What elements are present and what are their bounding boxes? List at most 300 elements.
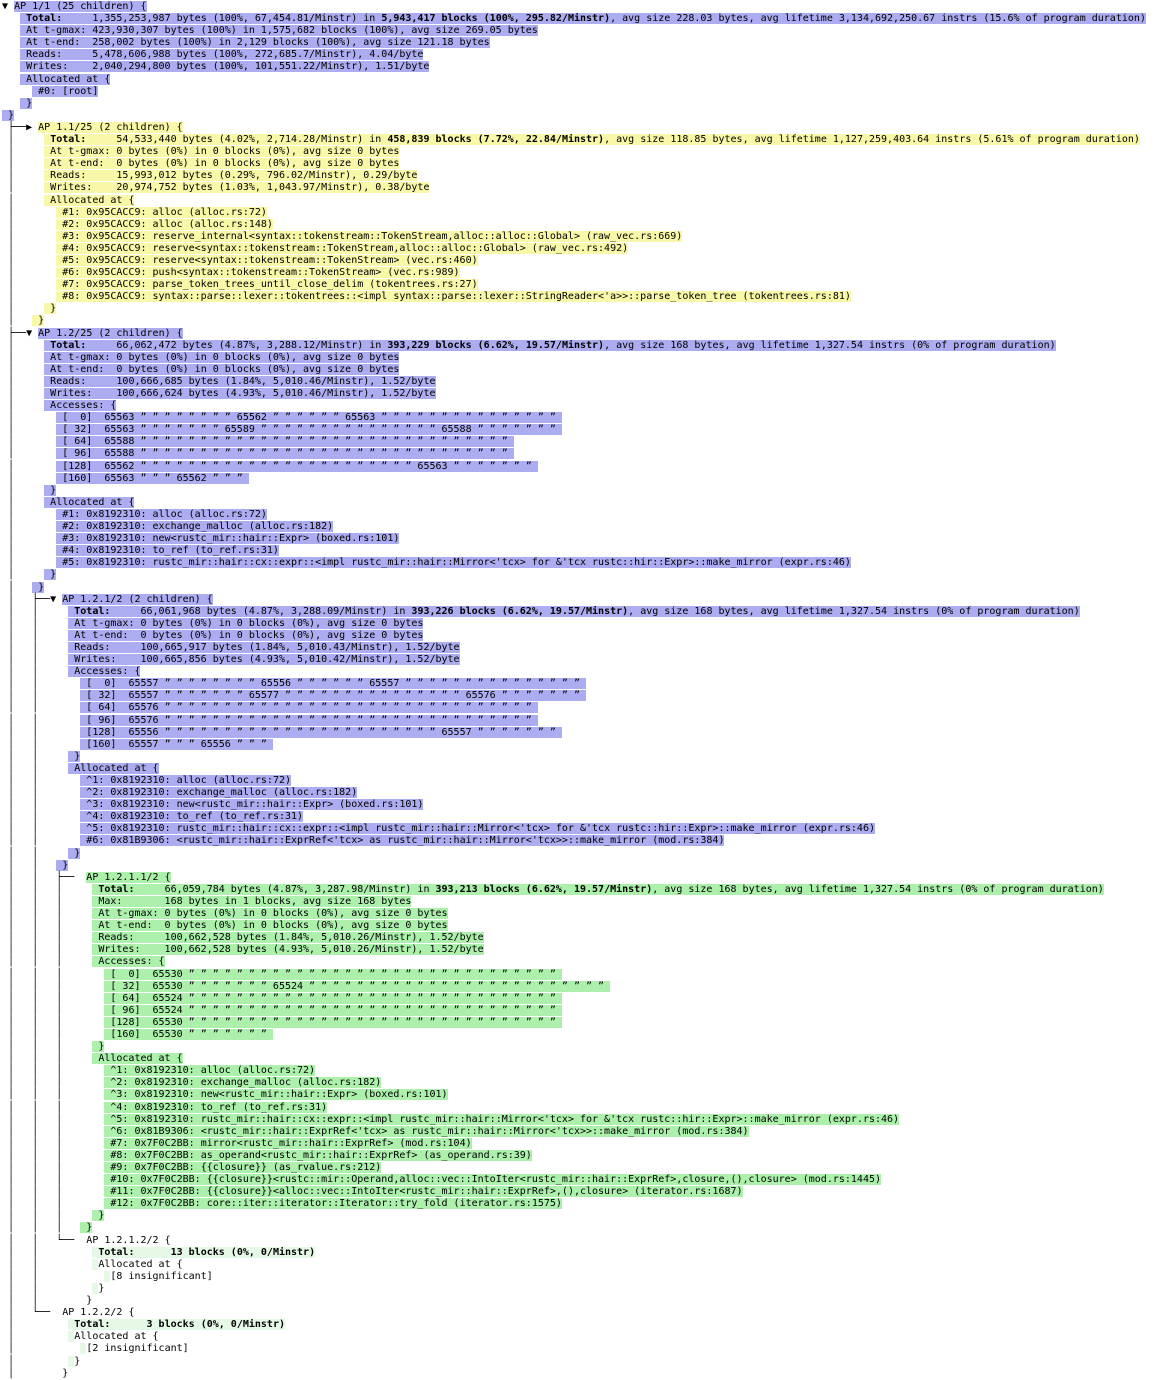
tree-line	[2, 315, 1175, 327]
tree-line	[2, 582, 1175, 594]
tree-guide	[2, 25, 20, 36]
tree-guide: │	[2, 339, 45, 351]
tree-line	[2, 920, 1175, 932]
plain-text: AP 1.2.2/2 {	[62, 1307, 135, 1319]
tree-line	[2, 1041, 1175, 1053]
tree-guide: ├──	[2, 121, 27, 133]
highlighted-text: Max: 168 bytes in 1 blocks, avg size 168 bytes	[92, 895, 412, 907]
tree-line	[2, 823, 1175, 835]
tree-guide: │ │ │	[2, 1004, 105, 1016]
highlighted-text: Total: 66,059,784 bytes (4.87%, 3,287.98/Minstr) in 393,213 blocks (6.62%, 19.57/Minstr), avg size 168 bytes, avg lifetime 1,327.54 instrs (0% of program duration)	[92, 884, 1103, 895]
highlighted-text: [128] 65530 ” ” ” ” ” ” ” ” ” ” ” ” ” ” ” ” ” ” ” ” ” ” ” ” ” ” ” ” ” ” ”	[104, 1016, 562, 1028]
tree-guide: │ │ │	[2, 1162, 105, 1173]
highlighted-text: #6: 0x95CACC9: push<syntax::tokenstream::TokenStream> (vec.rs:989)	[56, 267, 460, 279]
tree-guide: │	[2, 375, 45, 387]
highlighted-text: At t-gmax: 423,930,307 bytes (100%) in 1,575,682 blocks (100%), avg size 269.05 bytes	[20, 25, 538, 37]
highlighted-text: [ 0] 65563 ” ” ” ” ” ” ” ” 65562 ” ” ” ” ” ” 65563 ” ” ” ” ” ” ” ” ” ” ” ” ” ” ”	[56, 412, 562, 424]
ap-node-header-1-2[interactable]	[2, 328, 1175, 340]
tree-line	[2, 1368, 1175, 1380]
highlighted-text: }	[68, 847, 81, 859]
tree-line	[2, 1029, 1175, 1041]
tree-guide: │	[2, 182, 45, 194]
highlighted-text: At t-gmax: 0 bytes (0%) in 0 blocks (0%), avg size 0 bytes	[44, 351, 400, 363]
ap-node-header-1-2-1-2[interactable]	[2, 1235, 1175, 1247]
tree-line	[2, 860, 1175, 872]
highlighted-text: [ 96] 65588 ” ” ” ” ” ” ” ” ” ” ” ” ” ” ” ” ” ” ” ” ” ” ” ” ” ” ” ” ” ” ”	[56, 448, 514, 460]
tree-guide: │ │ │	[2, 895, 93, 907]
tree-guide	[2, 13, 20, 24]
tree-line	[2, 1343, 1175, 1355]
tree-line	[2, 1295, 1175, 1307]
highlighted-text: Allocated at {	[20, 73, 111, 85]
tree-guide: │ │	[2, 617, 69, 629]
tree-line	[2, 569, 1175, 581]
tree-guide	[2, 37, 20, 48]
tree-guide	[2, 98, 20, 109]
highlighted-text: #11: 0x7F0C2BB: {{closure}}<alloc::vec::IntoIter<rustc_mir::hair::ExprRef>,(),closure> (iterator.rs:1687)	[104, 1186, 743, 1198]
tree-line	[2, 908, 1175, 920]
highlighted-text: }	[92, 1041, 105, 1053]
tree-guide: │ │ │	[2, 1149, 105, 1161]
highlighted-text: [ 32] 65530 ” ” ” ” ” ” ” 65524 ” ” ” ” ” ” ” ” ” ” ” ” ” ” ” ” ” ” ” ” ” ” ” ” ”	[104, 980, 611, 992]
tree-guide: │ │ │	[2, 883, 93, 895]
highlighted-text: Total: 54,533,440 bytes (4.02%, 2,714.28/Minstr) in 458,839 blocks (7.72%, 22.84/Minstr), avg size 118.85 bytes, avg lifetime 1,127,259,403.64 instrs (5.61% of program duration)	[44, 134, 1140, 145]
tree-guide: │ │	[2, 1246, 93, 1258]
tree-guide: │ │ │	[2, 1077, 105, 1089]
highlighted-text: Total: 13 blocks (0%, 0/Minstr)	[92, 1247, 315, 1258]
tree-guide: │ │ │	[2, 944, 93, 956]
tree-line	[2, 981, 1175, 993]
plain-text: }	[98, 1282, 105, 1294]
tree-guide: │	[2, 388, 45, 399]
tree-guide: │	[2, 412, 57, 424]
tree-line	[2, 727, 1175, 739]
tree-guide: │ │ └──	[2, 1234, 87, 1246]
highlighted-text: #12: 0x7F0C2BB: core::iter::iterator::Iterator::try_fold (iterator.rs:1575)	[104, 1198, 562, 1210]
collapse-node-icon[interactable]: ▼	[2, 1, 9, 12]
highlighted-text: At t-end: 0 bytes (0%) in 0 blocks (0%), avg size 0 bytes	[92, 920, 448, 932]
highlighted-text: Total: 1,355,253,987 bytes (100%, 67,454.81/Minstr) in 5,943,417 blocks (100%, 295.82/Minstr), avg size 228.03 bytes, avg lifetime 3,134,692,250.67 instrs (15.6% of program duration)	[20, 13, 1146, 24]
highlighted-text: At t-gmax: 0 bytes (0%) in 0 blocks (0%), avg size 0 bytes	[44, 146, 400, 158]
tree-guide: │	[2, 146, 45, 158]
tree-line	[2, 969, 1175, 981]
highlighted-text: #6: 0x81B9306: <rustc_mir::hair::ExprRef<'tcx> as rustc_mir::hair::Mirror<'tcx>>::make_mirror (mod.rs:384)	[80, 835, 725, 847]
tree-line	[2, 37, 1175, 49]
plain-text: }	[74, 1355, 81, 1367]
highlighted-text: ^2: 0x8192310: exchange_malloc (alloc.rs:182)	[80, 787, 358, 799]
highlighted-text: }	[2, 109, 15, 121]
highlighted-text: At t-gmax: 0 bytes (0%) in 0 blocks (0%), avg size 0 bytes	[68, 617, 424, 629]
tree-line	[2, 509, 1175, 521]
tree-guide: │	[2, 400, 45, 412]
tree-guide: │	[2, 581, 33, 593]
highlighted-text: }	[44, 484, 57, 496]
tree-guide: │ │	[2, 1295, 87, 1307]
tree-line	[2, 424, 1175, 436]
ap-node-header-1-1[interactable]	[2, 122, 1175, 134]
tree-line	[2, 195, 1175, 207]
tree-guide: │ │	[2, 690, 81, 702]
tree-line	[2, 545, 1175, 557]
tree-line	[2, 956, 1175, 968]
tree-line	[2, 1114, 1175, 1126]
tree-line	[2, 739, 1175, 751]
tree-line	[2, 485, 1175, 497]
tree-line	[2, 848, 1175, 860]
highlighted-text: }	[20, 97, 33, 109]
tree-line	[2, 219, 1175, 231]
ap-node-header-1-2-2[interactable]	[2, 1307, 1175, 1319]
highlighted-text: }	[44, 569, 57, 581]
tree-guide: │ │	[2, 678, 81, 690]
tree-guide: │ │ │	[2, 1186, 105, 1198]
highlighted-text: }	[92, 1210, 105, 1222]
tree-guide: │ │	[2, 1258, 93, 1270]
tree-line	[2, 243, 1175, 255]
tree-line	[2, 642, 1175, 654]
tree-guide: │ │	[2, 835, 81, 847]
tree-line	[2, 1053, 1175, 1065]
tree-line	[2, 1005, 1175, 1017]
plain-text: [8 insignificant]	[110, 1270, 213, 1282]
highlighted-text: At t-gmax: 0 bytes (0%) in 0 blocks (0%), avg size 0 bytes	[92, 908, 448, 920]
highlighted-text: }	[56, 859, 69, 871]
tree-line	[2, 461, 1175, 473]
tree-line	[2, 1271, 1175, 1283]
expand-node-icon[interactable]: ▶	[26, 121, 33, 133]
tree-line	[2, 412, 1175, 424]
collapse-node-icon[interactable]: ▼	[26, 327, 33, 339]
tree-guide: │ │	[2, 726, 81, 738]
tree-guide: │ │ │	[2, 1125, 105, 1137]
highlighted-text: Reads: 100,666,685 bytes (1.84%, 5,010.46/Minstr), 1.52/byte	[44, 375, 436, 387]
tree-line	[2, 751, 1175, 763]
tree-guide: │	[2, 472, 57, 484]
tree-guide: │ │	[2, 702, 81, 714]
tree-line	[2, 896, 1175, 908]
tree-line	[2, 666, 1175, 678]
tree-guide: │	[2, 351, 45, 363]
tree-line	[2, 1319, 1175, 1331]
highlighted-text: [ 96] 65576 ” ” ” ” ” ” ” ” ” ” ” ” ” ” ” ” ” ” ” ” ” ” ” ” ” ” ” ” ” ” ”	[80, 714, 538, 726]
highlighted-text: Writes: 20,974,752 bytes (1.03%, 1,043.97/Minstr), 0.38/byte	[44, 182, 430, 194]
tree-guide: │ │	[2, 847, 69, 859]
highlighted-text: [128] 65556 ” ” ” ” ” ” ” ” ” ” ” ” ” ” ” ” ” ” ” ” ” ” ” 65557 ” ” ” ” ” ” ”	[80, 726, 562, 738]
tree-line	[2, 606, 1175, 618]
highlighted-text: Accesses: {	[44, 400, 117, 412]
tree-guide: │ │	[2, 666, 69, 678]
tree-line	[2, 932, 1175, 944]
tree-guide: │	[2, 1367, 63, 1379]
highlighted-text: #0: [root]	[32, 85, 99, 97]
tree-guide: │ │	[2, 750, 69, 762]
tree-line	[2, 158, 1175, 170]
highlighted-text: [160] 65563 ” ” ” 65562 ” ” ”	[56, 472, 249, 484]
highlighted-text: [ 32] 65557 ” ” ” ” ” ” ” 65577 ” ” ” ” ” ” ” ” ” ” ” ” ” ” ” 65576 ” ” ” ” ” ” ”	[80, 690, 587, 702]
tree-line	[2, 715, 1175, 727]
tree-line	[2, 690, 1175, 702]
highlighted-text: Accesses: {	[92, 956, 165, 968]
tree-line	[2, 146, 1175, 158]
highlighted-text: #8: 0x7F0C2BB: as_operand<rustc_mir::hair::ExprRef> (as_operand.rs:39)	[104, 1149, 532, 1161]
plain-text: }	[86, 1295, 93, 1307]
tree-guide: │	[2, 424, 57, 436]
tree-line	[2, 1102, 1175, 1114]
highlighted-text: ^5: 0x8192310: rustc_mir::hair::cx::expr::<impl rustc_mir::hair::Mirror<'tcx> for &'tcx rustc::hir::Expr>::make_mirror (expr.rs:46)	[80, 823, 875, 835]
tree-line	[2, 944, 1175, 956]
plain-text: [2 insignificant]	[86, 1343, 189, 1355]
tree-line	[2, 1222, 1175, 1234]
highlighted-text: AP 1.2.1/2 (2 children) {	[62, 593, 213, 605]
tree-guide: │	[2, 1319, 69, 1331]
tree-guide: │ │	[2, 859, 57, 871]
highlighted-text: Allocated at {	[44, 194, 135, 206]
highlighted-text: [128] 65562 ” ” ” ” ” ” ” ” ” ” ” ” ” ” ” ” ” ” ” ” ” ” ” 65563 ” ” ” ” ” ” ”	[56, 460, 538, 472]
tree-guide: │	[2, 218, 57, 230]
tree-guide: │ │	[2, 629, 69, 641]
tree-guide: │	[2, 267, 57, 279]
tree-guide: │ │	[2, 799, 81, 811]
tree-line	[2, 1089, 1175, 1101]
tree-line	[2, 255, 1175, 267]
highlighted-text: [ 64] 65576 ” ” ” ” ” ” ” ” ” ” ” ” ” ” ” ” ” ” ” ” ” ” ” ” ” ” ” ” ” ” ”	[80, 702, 538, 714]
tree-guide: │	[2, 496, 45, 508]
highlighted-text: [ 0] 65530 ” ” ” ” ” ” ” ” ” ” ” ” ” ” ” ” ” ” ” ” ” ” ” ” ” ” ” ” ” ” ”	[104, 968, 562, 980]
tree-line	[2, 763, 1175, 775]
tree-guide: │	[2, 436, 57, 448]
highlighted-text: #10: 0x7F0C2BB: {{closure}}<rustc::mir::Operand,alloc::vec::IntoIter<rustc_mir::hair::ExprRef>,closure,(),closure> (mod.rs:1445)	[104, 1174, 882, 1186]
tree-line	[2, 49, 1175, 61]
tree-line	[2, 678, 1175, 690]
highlighted-text: #5: 0x8192310: rustc_mir::hair::cx::expr::<impl rustc_mir::hair::Mirror<'tcx> for &'tcx rustc::hir::Expr>::make_mirror (expr.rs:46)	[56, 557, 851, 569]
highlighted-text: Allocated at {	[44, 496, 135, 508]
highlighted-text: AP 1/1 (25 children) {	[14, 1, 147, 12]
tree-line	[2, 1247, 1175, 1259]
ap-node-header-1-2-1[interactable]	[2, 594, 1175, 606]
tree-line	[2, 1356, 1175, 1368]
highlighted-text: Reads: 100,665,917 bytes (1.84%, 5,010.43/Minstr), 1.52/byte	[68, 641, 460, 653]
highlighted-text: Total: 3 blocks (0%, 0/Minstr)	[68, 1319, 285, 1330]
highlighted-text: [160] 65530 ” ” ” ” ” ” ”	[104, 1028, 273, 1040]
tree-guide: │ │	[2, 1282, 93, 1294]
tree-line	[2, 993, 1175, 1005]
tree-guide: │ │ │	[2, 1028, 105, 1040]
tree-guide: │ │ │	[2, 1016, 105, 1028]
highlighted-text: At t-end: 0 bytes (0%) in 0 blocks (0%), avg size 0 bytes	[44, 363, 400, 375]
highlighted-text: At t-end: 0 bytes (0%) in 0 blocks (0%), avg size 0 bytes	[44, 158, 400, 170]
highlighted-text: }	[80, 1222, 93, 1234]
tree-guide: │	[2, 1343, 81, 1355]
tree-line	[2, 98, 1175, 110]
highlighted-text: }	[44, 303, 57, 315]
highlighted-text: AP 1.2.1.1/2 {	[86, 871, 171, 883]
tree-guide: │ │	[2, 605, 69, 617]
highlighted-text: ^5: 0x8192310: rustc_mir::hair::cx::expr::<impl rustc_mir::hair::Mirror<'tcx> for &'tcx rustc::hir::Expr>::make_mirror (expr.rs:46)	[104, 1113, 900, 1125]
highlighted-text: ^4: 0x8192310: to_ref (to_ref.rs:31)	[104, 1101, 328, 1113]
highlighted-text: Reads: 15,993,012 bytes (0.29%, 796.02/Minstr), 0.29/byte	[44, 170, 418, 182]
tree-guide: │ │ │	[2, 1101, 105, 1113]
highlighted-text: }	[32, 581, 45, 593]
highlighted-text: #2: 0x8192310: exchange_malloc (alloc.rs:182)	[56, 521, 334, 533]
tree-line	[2, 630, 1175, 642]
tree-guide: │ │	[2, 762, 69, 774]
tree-guide: │	[2, 460, 57, 472]
plain-text: }	[62, 1367, 69, 1379]
tree-line	[2, 279, 1175, 291]
tree-guide: │	[2, 569, 45, 581]
highlighted-text: #3: 0x95CACC9: reserve_internal<syntax::tokenstream::TokenStream,alloc::alloc::Global> (raw_vec.rs:669)	[56, 230, 683, 242]
tree-line	[2, 400, 1175, 412]
highlighted-text: Allocated at {	[68, 762, 159, 774]
tree-line	[2, 702, 1175, 714]
tree-line	[2, 267, 1175, 279]
tree-guide: │	[2, 557, 57, 569]
tree-guide: │	[2, 303, 45, 315]
tree-guide: │	[2, 158, 45, 170]
tree-line	[2, 1198, 1175, 1210]
highlighted-text: ^3: 0x8192310: new<rustc_mir::hair::Expr> (boxed.rs:101)	[104, 1089, 448, 1101]
highlighted-text: Reads: 100,662,528 bytes (1.84%, 5,010.26/Minstr), 1.52/byte	[92, 932, 484, 944]
tree-line	[2, 207, 1175, 219]
tree-line	[2, 1126, 1175, 1138]
tree-guide: │ ├──	[2, 593, 51, 605]
highlighted-text: [ 0] 65557 ” ” ” ” ” ” ” ” 65556 ” ” ” ” ” ” 65557 ” ” ” ” ” ” ” ” ” ” ” ” ” ” ”	[80, 678, 587, 690]
collapse-node-icon[interactable]: ▼	[50, 593, 57, 605]
highlighted-text: ^3: 0x8192310: new<rustc_mir::hair::Expr> (boxed.rs:101)	[80, 799, 424, 811]
tree-line	[2, 303, 1175, 315]
tree-guide: │ │ │	[2, 932, 93, 944]
tree-line	[2, 13, 1175, 25]
tree-guide: │ │	[2, 775, 81, 786]
tree-guide: │ │	[2, 823, 81, 835]
highlighted-text: #9: 0x7F0C2BB: {{closure}} (as_rvalue.rs:212)	[104, 1162, 382, 1173]
tree-line	[2, 86, 1175, 98]
tree-guide: │ │ │	[2, 992, 105, 1004]
plain-text: AP 1.2.1.2/2 {	[86, 1234, 171, 1246]
highlighted-text: #8: 0x95CACC9: syntax::parse::lexer::tokentrees::<impl syntax::parse::lexer::StringReader<'a>>::parse_token_tree (tokentrees.rs:81)	[56, 291, 851, 303]
tree-line	[2, 835, 1175, 847]
plain-text: Allocated at {	[74, 1331, 159, 1343]
tree-line	[2, 340, 1175, 352]
tree-guide: │	[2, 1331, 69, 1343]
tree-guide: │	[2, 545, 57, 557]
tree-guide: │ │	[2, 641, 69, 653]
tree-line	[2, 884, 1175, 896]
tree-line	[2, 497, 1175, 509]
tree-line	[2, 1138, 1175, 1150]
ap-node-header-1-2-1-1[interactable]	[2, 872, 1175, 884]
tree-guide: │	[2, 508, 57, 520]
highlighted-text: ^6: 0x81B9306: <rustc_mir::hair::ExprRef<'tcx> as rustc_mir::hair::Mirror<'tcx>>::make_mirror (mod.rs:384)	[104, 1125, 749, 1137]
tree-guide	[2, 61, 20, 72]
tree-guide: │ │ │	[2, 980, 105, 992]
highlighted-text: #2: 0x95CACC9: alloc (alloc.rs:148)	[56, 218, 273, 230]
tree-guide: │	[2, 230, 57, 242]
tree-guide: │	[2, 254, 57, 266]
tree-line	[2, 74, 1175, 86]
tree-guide: │ │ │	[2, 956, 93, 968]
tree-guide: │	[2, 279, 57, 291]
highlighted-text: [160] 65557 ” ” ” 65556 ” ” ”	[80, 738, 273, 750]
tree-line	[2, 436, 1175, 448]
tree-guide: │ │ │	[2, 1137, 105, 1149]
tree-guide: │	[2, 134, 45, 146]
tree-guide: │ │	[2, 787, 81, 799]
tree-guide: │ │ │	[2, 1053, 93, 1065]
tree-guide	[2, 86, 32, 97]
highlighted-text: At t-end: 258,002 bytes (100%) in 2,129 blocks (100%), avg size 121.18 bytes	[20, 37, 490, 49]
tree-guide: │ │ │	[2, 1210, 93, 1222]
highlighted-text: ^1: 0x8192310: alloc (alloc.rs:72)	[104, 1065, 316, 1077]
highlighted-text: Total: 66,061,968 bytes (4.87%, 3,288.09/Minstr) in 393,226 blocks (6.62%, 19.57/Minstr), avg size 168 bytes, avg lifetime 1,327.54 instrs (0% of program duration)	[68, 606, 1079, 617]
tree-guide: │	[2, 206, 57, 218]
tree-guide: │ │	[2, 738, 81, 750]
tree-guide: │	[2, 1355, 69, 1367]
highlighted-text: Total: 66,062,472 bytes (4.87%, 3,288.12/Minstr) in 393,229 blocks (6.62%, 19.57/Minstr), avg size 168 bytes, avg lifetime 1,327.54 instrs (0% of program duration)	[44, 340, 1055, 351]
highlighted-text: [ 64] 65588 ” ” ” ” ” ” ” ” ” ” ” ” ” ” ” ” ” ” ” ” ” ” ” ” ” ” ” ” ” ” ”	[56, 436, 514, 448]
tree-line	[2, 1065, 1175, 1077]
tree-guide: │ │ │	[2, 920, 93, 932]
tree-line	[2, 1331, 1175, 1343]
tree-guide: │ │ │	[2, 1041, 93, 1053]
tree-line	[2, 799, 1175, 811]
tree-guide: │	[2, 291, 57, 303]
tree-line	[2, 182, 1175, 194]
tree-guide	[2, 74, 20, 85]
highlighted-text: AP 1.1/25 (2 children) {	[38, 121, 183, 133]
tree-guide: │ │	[2, 714, 81, 726]
tree-guide: │	[2, 533, 57, 545]
tree-guide: │ │ │	[2, 1174, 105, 1186]
highlighted-text: [ 32] 65563 ” ” ” ” ” ” ” 65589 ” ” ” ” ” ” ” ” ” ” ” ” ” ” ” 65588 ” ” ” ” ” ” ”	[56, 424, 562, 436]
highlighted-text: [ 64] 65524 ” ” ” ” ” ” ” ” ” ” ” ” ” ” ” ” ” ” ” ” ” ” ” ” ” ” ” ” ” ” ”	[104, 992, 562, 1004]
tree-line	[2, 1174, 1175, 1186]
tree-guide: │	[2, 363, 45, 375]
tree-line	[2, 388, 1175, 400]
highlighted-text: [ 96] 65524 ” ” ” ” ” ” ” ” ” ” ” ” ” ” ” ” ” ” ” ” ” ” ” ” ” ” ” ” ” ” ”	[104, 1004, 562, 1016]
tree-line	[2, 1259, 1175, 1271]
highlighted-text: #4: 0x8192310: to_ref (to_ref.rs:31)	[56, 545, 279, 557]
tree-line	[2, 170, 1175, 182]
tree-line	[2, 448, 1175, 460]
tree-line	[2, 110, 1175, 122]
highlighted-text: }	[32, 315, 45, 327]
highlighted-text: #5: 0x95CACC9: reserve<syntax::tokenstream::TokenStream> (vec.rs:460)	[56, 254, 478, 266]
tree-guide: │ └──	[2, 1307, 63, 1319]
tree-guide: │ │ │	[2, 1198, 105, 1210]
tree-line	[2, 376, 1175, 388]
tree-guide: │	[2, 521, 57, 533]
tree-guide: │ │	[2, 1270, 105, 1282]
tree-line	[2, 291, 1175, 303]
tree-line	[2, 811, 1175, 823]
tree-line	[2, 1077, 1175, 1089]
tree-guide: │ │ ├──	[2, 871, 87, 883]
tree-line	[2, 1162, 1175, 1174]
highlighted-text: }	[68, 750, 81, 762]
tree-guide: │	[2, 484, 45, 496]
highlighted-text: #7: 0x95CACC9: parse_token_trees_until_close_delim (tokentrees.rs:27)	[56, 279, 478, 291]
tree-guide: │	[2, 194, 45, 206]
highlighted-text: ^2: 0x8192310: exchange_malloc (alloc.rs:182)	[104, 1077, 382, 1089]
ap-node-header-1[interactable]	[2, 1, 1175, 13]
tree-line	[2, 775, 1175, 787]
tree-guide: │ │	[2, 811, 81, 823]
tree-line	[2, 557, 1175, 569]
tree-guide: │ │ │	[2, 1089, 105, 1101]
tree-line	[2, 1283, 1175, 1295]
tree-line	[2, 25, 1175, 37]
